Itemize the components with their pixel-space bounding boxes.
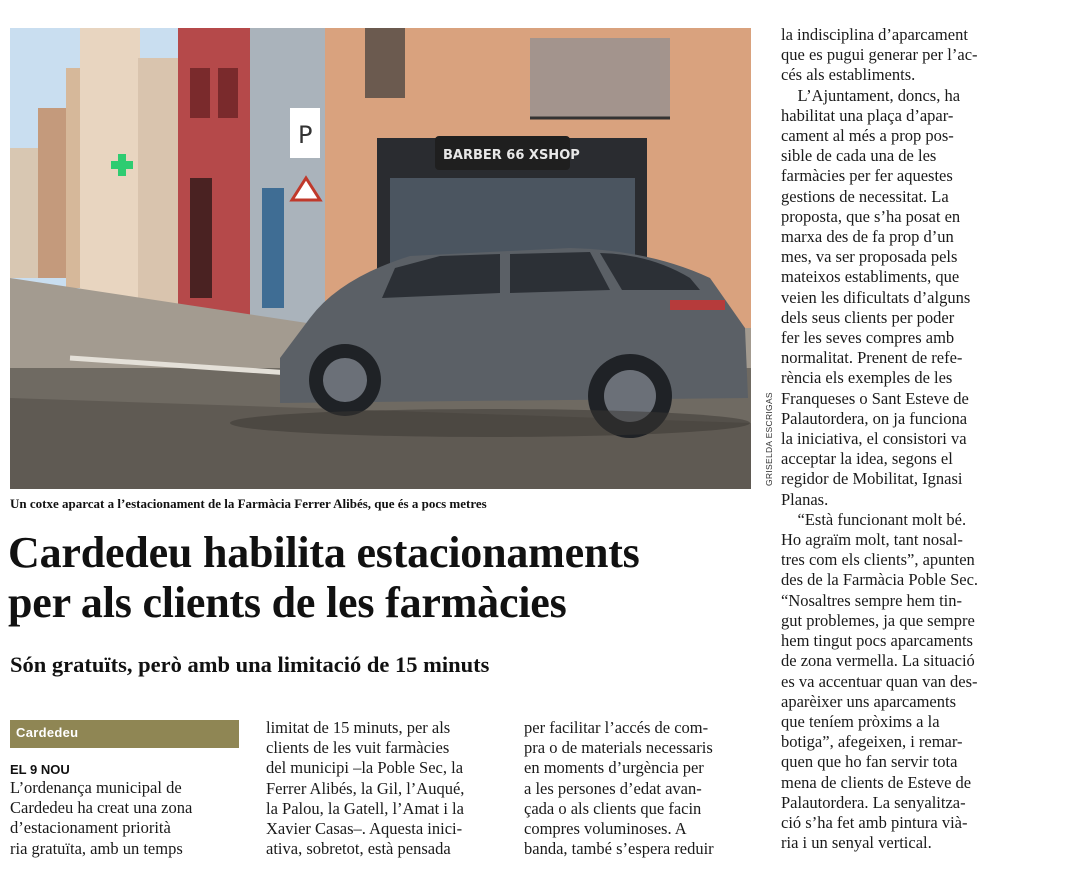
article-line: es va accentuar quan van des- bbox=[781, 671, 978, 691]
article-line: limitat de 15 minuts, per als bbox=[266, 718, 451, 737]
article-line: compres voluminoses. A bbox=[524, 819, 687, 839]
article-line: farmàcies per fer aquestes bbox=[781, 166, 953, 186]
article-line: tres com els clients”, apunten bbox=[781, 550, 975, 570]
article-line: Xavier Casas–. Aquesta inici- bbox=[266, 819, 463, 839]
article-line: la Palou, la Gatell, l’Amat i la bbox=[266, 798, 464, 818]
article-line: del municipi –la Poble Sec, la bbox=[266, 758, 464, 778]
article-line: regidor de Mobilitat, Ignasi bbox=[781, 469, 963, 489]
article-line: Ho agraïm molt, tant nosal- bbox=[781, 530, 963, 550]
article-line: de zona vermella. La situació bbox=[781, 651, 975, 671]
article-line: botiga”, afegeixen, i remar- bbox=[781, 732, 963, 752]
article-line: la iniciativa, el consistori va bbox=[781, 429, 967, 449]
article-line: ria i un senyal vertical. bbox=[781, 833, 932, 853]
article-line: veien les dificultats d’alguns bbox=[781, 287, 971, 307]
article-line: proposta, que s’ha posat en bbox=[781, 206, 961, 226]
article-line: Cardedeu ha creat una zona bbox=[10, 798, 193, 818]
article-line: que es pugui generar per l’ac- bbox=[781, 45, 978, 65]
headline-line-1: Cardedeu habilita estacionaments bbox=[8, 528, 640, 577]
street-scene-illustration bbox=[10, 28, 751, 489]
article-line: ria gratuïta, amb un temps bbox=[10, 838, 183, 858]
article-line: marxa des de fa prop d’un bbox=[781, 227, 954, 247]
section-tag bbox=[10, 720, 239, 748]
article-line: sible de cada una de les bbox=[781, 146, 937, 166]
article-line: pra o de materials necessaris bbox=[524, 738, 713, 758]
article-line: rència els exemples de les bbox=[781, 368, 953, 388]
article-line: banda, també s’espera reduir bbox=[524, 839, 714, 859]
photo-credit bbox=[753, 392, 774, 486]
article-line: “Està funcionant molt bé. bbox=[781, 509, 967, 529]
article-column-2 bbox=[266, 718, 464, 859]
photo-credit-text: GRISELDA ESCRIGAS bbox=[764, 392, 774, 486]
article-column-3 bbox=[524, 718, 714, 859]
subheadline: Són gratuïts, però amb una limitació de 15 minuts bbox=[10, 652, 490, 677]
article-line: cament al més a prop pos- bbox=[781, 126, 954, 146]
article-line: L’ordenança municipal de bbox=[10, 778, 182, 797]
article-line: habilitat una plaça d’apar- bbox=[781, 105, 954, 125]
article-line: la indisciplina d’aparcament bbox=[781, 25, 968, 44]
section-tag-label: Cardedeu bbox=[16, 725, 79, 740]
article-line: des de la Farmàcia Poble Sec. bbox=[781, 570, 979, 590]
article-line: cés als establiments. bbox=[781, 65, 916, 85]
svg-text:BARBER 66 XSHOP: BARBER 66 XSHOP bbox=[443, 148, 580, 163]
article-line: mes, va ser proposada pels bbox=[781, 247, 958, 267]
article-line: gut problemes, ja que sempre bbox=[781, 610, 975, 630]
article-photo bbox=[10, 28, 751, 489]
svg-text:P: P bbox=[298, 121, 313, 149]
article-line: hem tingut pocs aparcaments bbox=[781, 631, 973, 651]
article-line: Palautordera, on ja funciona bbox=[781, 408, 968, 428]
article-line: dels seus clients per poder bbox=[781, 307, 955, 327]
headline bbox=[8, 528, 758, 628]
article-line: d’estacionament priorità bbox=[10, 818, 171, 838]
article-line: que teníem pròxims a la bbox=[781, 711, 940, 731]
article-line: a les persones d’edat avan- bbox=[524, 778, 702, 798]
article-line: aparèixer uns aparcaments bbox=[781, 691, 956, 711]
article-line: per facilitar l’accés de com- bbox=[524, 718, 709, 737]
byline: EL 9 NOU bbox=[10, 762, 70, 777]
photo-caption: Un cotxe aparcat a l’estacionament de la Farmàcia Ferrer Alibés, que és a pocs metres bbox=[10, 496, 487, 511]
article-line: en moments d’urgència per bbox=[524, 758, 704, 778]
article-line: Franqueses o Sant Esteve de bbox=[781, 388, 969, 408]
article-line: ció s’ha fet amb pintura vià- bbox=[781, 812, 968, 832]
article-line: quen que ho fan servir tota bbox=[781, 752, 958, 772]
article-line: fer les seves compres amb bbox=[781, 328, 955, 348]
headline-line-2: per als clients de les farmàcies bbox=[8, 578, 567, 627]
article-line: mateixos establiments, que bbox=[781, 267, 960, 287]
article-line: ativa, sobretot, està pensada bbox=[266, 839, 451, 859]
article-line: Palautordera. La senyalitza- bbox=[781, 792, 966, 812]
article-column-1 bbox=[10, 778, 192, 859]
article-line: Ferrer Alibés, la Gil, l’Auqué, bbox=[266, 778, 465, 798]
article-line: mena de clients de Esteve de bbox=[781, 772, 972, 792]
article-line: L’Ajuntament, doncs, ha bbox=[781, 85, 961, 105]
article-line: Planas. bbox=[781, 489, 829, 509]
article-column-4 bbox=[781, 25, 978, 853]
article-line: “Nosaltres sempre hem tin- bbox=[781, 590, 962, 610]
article-line: clients de les vuit farmàcies bbox=[266, 738, 450, 758]
article-line: gestions de necessitat. La bbox=[781, 186, 949, 206]
article-line: acceptar la idea, segons el bbox=[781, 449, 953, 469]
article-line: çada o als clients que facin bbox=[524, 798, 702, 818]
article-line: normalitat. Prenent de refe- bbox=[781, 348, 963, 368]
